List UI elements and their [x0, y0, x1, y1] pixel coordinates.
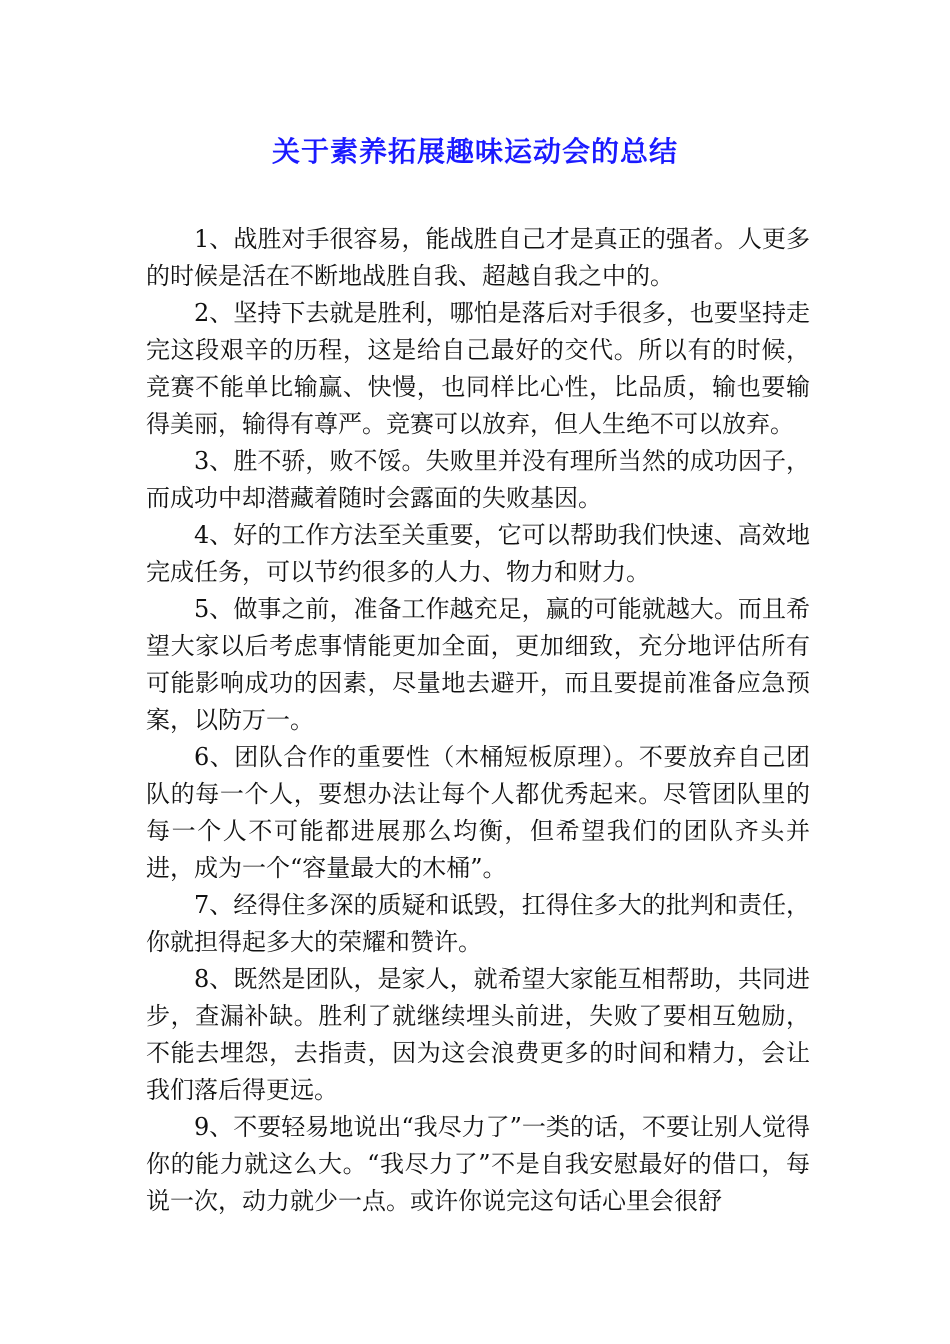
document-body [146, 221, 810, 1220]
paragraph-4: 4、好的工作方法至关重要，它可以帮助我们快速、高效地完成任务，可以节约很多的人力、物力和财力。 [146, 521, 810, 586]
document-title: 关于素养拓展趣味运动会的总结 [271, 135, 678, 168]
paragraph-7: 7、经得住多深的质疑和诋毁，扛得住多大的批判和责任，你就担得起多大的荣耀和赞许。 [146, 891, 810, 956]
paragraph-3: 3、胜不骄，败不馁。失败里并没有理所当然的成功因子，而成功中却潜藏着随时会露面的失败基因。 [146, 447, 810, 512]
paragraph-8: 8、既然是团队，是家人，就希望大家能互相帮助，共同进步，查漏补缺。胜利了就继续埋头前进，失败了要相互勉励，不能去埋怨，去指责，因为这会浪费更多的时间和精力，会让我们落后得更远。 [146, 965, 810, 1104]
paragraph-6: 6、团队合作的重要性（木桶短板原理）。不要放弃自己团队的每一个人，要想办法让每个人都优秀起来。尽管团队里的每一个人不可能都进展那么均衡，但希望我们的团队齐头并进，成为一个“容量最大的木桶”。 [146, 743, 810, 882]
paragraph-1: 1、战胜对手很容易，能战胜自己才是真正的强者。人更多的时候是活在不断地战胜自我、超越自我之中的。 [146, 225, 810, 290]
paragraph-5: 5、做事之前，准备工作越充足，赢的可能就越大。而且希望大家以后考虑事情能更加全面，更加细致，充分地评估所有可能影响成功的因素，尽量地去避开，而且要提前准备应急预案，以防万一。 [146, 595, 810, 734]
paragraph-9: 9、不要轻易地说出“我尽力了”一类的话，不要让别人觉得你的能力就这么大。“我尽力了”不是自我安慰最好的借口，每说一次，动力就少一点。或许你说完这句话心里会很舒 [146, 1113, 810, 1215]
paragraph-2: 2、坚持下去就是胜利，哪怕是落后对手很多，也要坚持走完这段艰辛的历程，这是给自己最好的交代。所以有的时候，竞赛不能单比输赢、快慢，也同样比心性，比品质，输也要输得美丽，输得有尊严。竞赛可以放弃，但人生绝不可以放弃。 [146, 299, 810, 438]
